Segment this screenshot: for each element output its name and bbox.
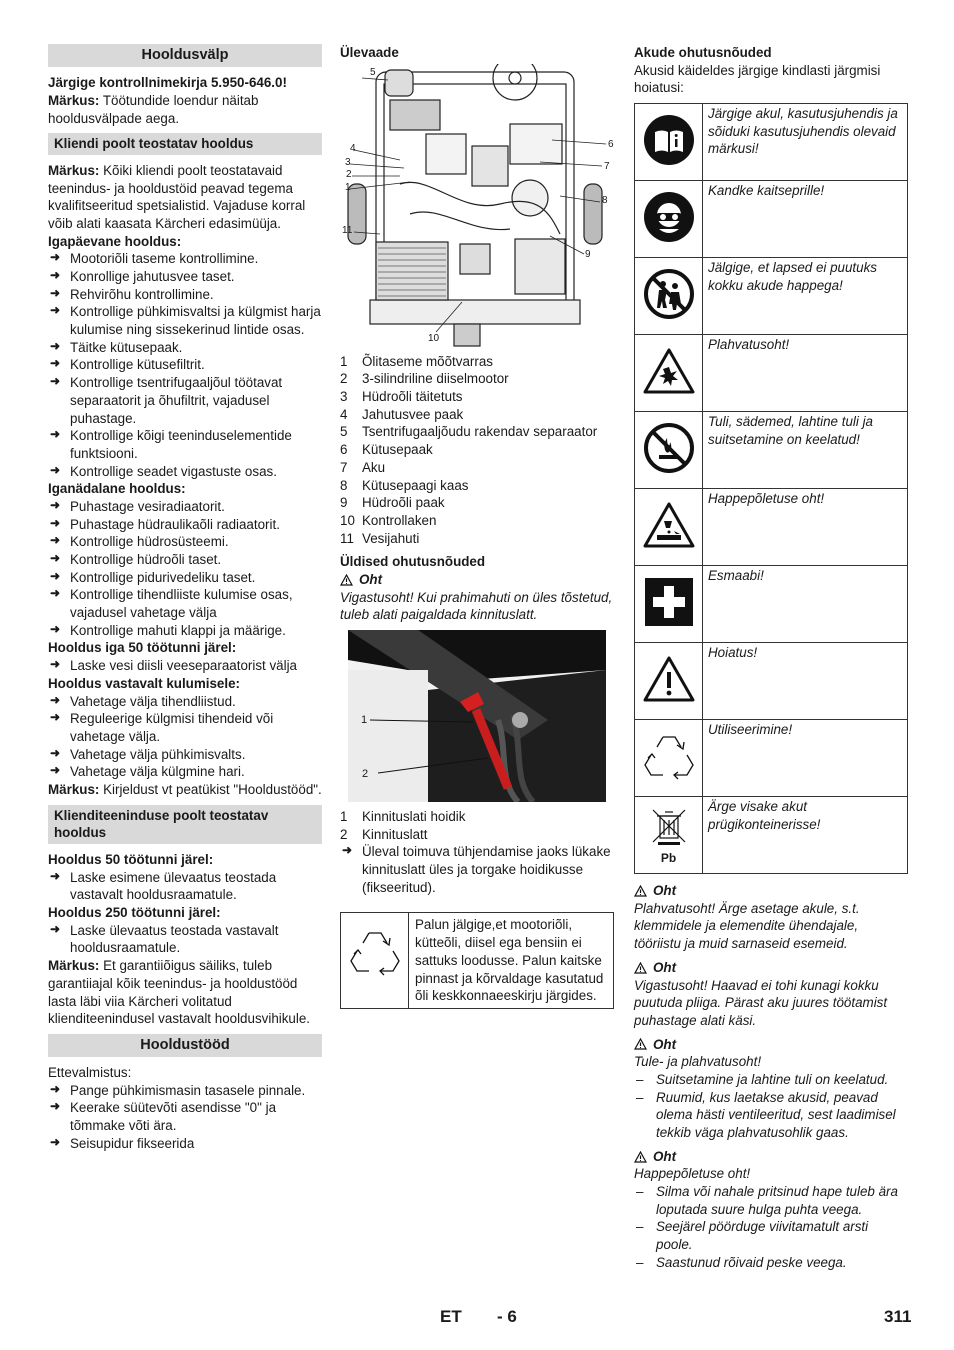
safety-row [635,412,908,489]
part-name: Jahutusvee paak [362,406,464,422]
wear-title: Hooldus vastavalt kulumisele: [48,675,240,691]
safety-text: Hoiatus! [703,643,908,720]
daily-item: ➜ Rehvirõhu kontrollimine. [48,286,322,304]
footer-lang: ET [440,1307,462,1326]
callout-7: 7 [604,160,610,172]
prep-item: ➜ Keerake süütevõti asendisse "0" ja tõmmake võti ära. [48,1099,322,1134]
part-number: 4 [340,406,348,422]
safety-text: Kandke kaitseprille! [703,181,908,258]
daily-title: Igapäevane hooldus: [48,233,182,249]
safety-text: Tuli, sädemed, lahtine tuli ja suitsetamine on keelatud! [703,412,908,489]
daily-item: ➜ Kontrollige kõigi teeninduselementide funktsiooni. [48,427,322,462]
callout-11: 11 [342,224,353,236]
battery-safety-table [634,103,908,874]
part-number: 10 [340,512,355,528]
environment-text: Palun jälgige,et mootoriõli, kütteõli, diisel ega bensiin ei sattuks loodusse. Palun kaitske pinnast ja kõrvaldage kasutatud õli keskkonnaeeskirju järgides. [415,917,604,1004]
weekly-item: ➜ Puhastage vesiradiaatorit. [48,498,322,516]
wear-list [48,693,322,781]
safety-text: Järgige akul, kasutusjuhendis ja sõiduki kasutusjuhendis olevaid märkusi! [703,104,908,181]
s50-title: Hooldus 50 töötunni järel: [48,852,214,867]
weekly-item: ➜ Kontrollige hüdrosüsteemi. [48,533,322,551]
part-item [340,441,614,459]
part-name: Hüdroõli paak [362,495,445,511]
weekly-item: ➜ Kontrollige pidurivedeliku taset. [48,569,322,587]
weekly-list [48,498,322,640]
no-children-icon [643,268,695,320]
photo-callout-2: 2 [362,768,369,780]
goggles-icon [643,191,695,243]
warning-fire: Tule- ja plahvatusoht! [634,1054,762,1070]
warning-icon [642,655,696,703]
callout-1: 1 [345,181,351,193]
column-maintenance [48,44,322,1152]
daily-item: ➜ Kontrollige pühkimisvaltsi ja külgmist harja kulumise ning sissekerinud lintide osas. [48,303,322,338]
first-aid-icon [644,577,694,627]
explosion-icon [642,347,696,395]
part-number: 11 [340,530,354,546]
warning-lead: Vigastusoht! Haavad ei tohi kunagi kokku puutuda pliiga. Pärast aku juures töötamist puhastage alati käsi. [634,977,888,1028]
support-rod-photo [348,630,606,802]
prep-list [48,1082,322,1153]
weekly-title: Iganädalane hooldus: [48,481,186,497]
photo-callout-1: 1 [361,714,368,726]
part-name: Kütusepaagi kaas [362,477,469,493]
safety-row [635,489,908,566]
part-name: Aku [362,459,386,475]
safety-text: Jälgige, et lapsed ei puutuks kokku akude happega! [703,258,908,335]
part-name: Tsentrifugaaljõudu rakendav separaator [362,424,598,440]
safety-row [635,797,908,874]
part-item [340,388,614,406]
heading-hooldusvalp: Hooldusvälp [48,44,322,67]
safety-row [635,643,908,720]
part-number: 2 [340,371,348,387]
part-item [340,406,614,424]
part-name: 3-silindriline diiselmootor [362,371,509,387]
fire-item: – Ruumid, kus laetakse akusid, peavad olema hästi ventileeritud, sest laadimisel tekkib väga plahvatusohlik gaas. [634,1089,908,1142]
general-safety-title: Üldised ohutusnõuded [340,554,486,570]
part-item [340,530,614,548]
column-battery [634,44,908,1272]
safety-text: Happepõletuse oht! [703,489,908,566]
note-warranty: Märkus: Et garantiiõigus säiliks, tuleb garantiiajal kõik teenindus- ja hooldustööd lasta läbi viia Kärcheri volitatud klienditeenindusel vastavalt hooldusvihikule. [48,958,311,1027]
part-number: 6 [340,442,348,458]
callout-10: 10 [428,332,440,344]
daily-item: ➜ Kontrollige seadet vigastuste osas. [48,463,322,481]
safety-text: Utiliseerimine! [703,720,908,797]
recycle-icon [643,731,695,781]
acid-list [634,1183,908,1271]
no-bin-icon [647,806,691,848]
callout-5: 5 [370,66,376,78]
parts2-list [340,808,614,843]
danger-label: Oht [634,959,908,977]
part-number: 8 [340,477,348,493]
callout-6: 6 [608,138,614,150]
step-fix-rod: ➜ Üleval toimuva tühjendamise jaoks lükake kinnituslatt üles ja torgake hoidikusse (fikseeritud). [340,843,614,896]
safety-row [635,258,908,335]
part-item [340,423,614,441]
safety-row [635,335,908,412]
note-description: Märkus: Kirjeldust vt peatükist "Hooldustööd". [48,781,322,797]
part-name: Kinnituslati hoidik [362,809,466,824]
part-number: 2 [340,826,348,842]
acid-item: – Silma või nahale pritsinud hape tuleb ära loputada suure hulga puhta veega. [634,1183,908,1218]
safety-row [635,566,908,643]
warning-explosion: Plahvatusoht! Ärge asetage akule, s.t. klemmidele ja elemendite ühendajale, tööriistu ja muid sarnaseid esemeid. [634,900,860,952]
warning-triangle-icon [340,574,353,586]
acid-item: – Saastunud rõivaid peske veega. [634,1254,908,1272]
s250-item: ➜ Laske ülevaatus teostada vastavalt hooldusraamatule. [48,922,322,957]
safety-text: Plahvatusoht! [703,335,908,412]
daily-item: ➜ Täitke kütusepaak. [48,339,322,357]
wear-item: ➜ Vahetage välja tihendliistud. [48,693,322,711]
battery-intro: Akusid käideldes järgige kindlasti järgmisi hoiatusi: [634,62,881,96]
part-item [340,459,614,477]
footer-local-page: - 6 [497,1307,517,1326]
battery-title: Akude ohutusnõuded [634,45,772,60]
acid-item: – Seejärel pöörduge viivitamatult arsti poole. [634,1218,908,1253]
daily-item: ➜ Kontrollige tsentrifugaaljõul töötavat separaatorit ja õhufiltrit, vajadusel puhastage. [48,374,322,427]
part-number: 9 [340,495,348,511]
prep-item: ➜ Seisupidur fikseerida [48,1135,322,1153]
support-rod-illustration [348,630,606,802]
prep-title: Ettevalmistus: [48,1065,132,1080]
part-number: 3 [340,389,348,405]
callout-9: 9 [585,248,591,260]
warning-triangle-icon [634,1151,647,1163]
h50-item: ➜ Laske vesi diisli veeseparaatorist välja [48,657,322,675]
safety-row [635,104,908,181]
overview-title: Ülevaade [340,45,399,60]
part-name: Vesijahuti [362,530,420,546]
part-item [340,477,614,495]
warning-acid: Happepõletuse oht! [634,1166,751,1182]
daily-item: ➜ Kontrollige kütusefiltrit. [48,356,322,374]
safety-text: Esmaabi! [703,566,908,643]
callout-8: 8 [602,194,608,206]
part-name: Õlitaseme mõõtvarras [362,353,493,369]
wear-item: ➜ Reguleerige külgmisi tihendeid või vahetage välja. [48,710,322,745]
part-name: Kontrollaken [362,512,437,528]
s50-item: ➜ Laske esimene ülevaatus teostada vastavalt hooldusraamatule. [48,869,322,904]
part-name: Hüdroõli täitetuts [362,389,463,405]
footer-page-number: 311 [884,1307,912,1326]
part-number: 1 [340,809,348,824]
part-number: 1 [340,353,348,369]
daily-list [48,250,322,480]
manual-icon [643,114,695,166]
warning-triangle-icon [634,885,647,897]
injury-warning: Vigastusoht! Kui prahimahuti on üles tõstetud, tuleb alati paigaldada kinnituslatt. [340,589,613,623]
part-item [340,353,614,371]
weekly-item: ➜ Kontrollige mahuti klappi ja määrige. [48,622,322,640]
fire-item: – Suitsetamine ja lahtine tuli on keelatud. [634,1071,908,1089]
weekly-item: ➜ Puhastage hüdraulikaõli radiaatorit. [48,516,322,534]
warning-triangle-icon [634,962,647,974]
prep-item: ➜ Pange pühkimismasin tasasele pinnale. [48,1082,322,1100]
pb-label: Pb [660,851,677,866]
daily-item: ➜ Mootoriõli taseme kontrollimine. [48,250,322,268]
parts-list [340,353,614,548]
checklist-note: Järgige kontrollnimekirja 5.950-646.0! [48,75,287,91]
part-item [340,826,614,844]
no-fire-icon [643,422,695,474]
wear-item: ➜ Vahetage välja külgmine hari. [48,763,322,781]
part-number: 5 [340,424,348,440]
danger-label: Oht [340,571,614,589]
acid-icon [642,501,696,549]
callout-2: 2 [346,168,352,180]
h50-list [48,657,322,675]
recycle-icon [349,927,401,977]
safety-row [635,720,908,797]
environment-note [340,912,614,1008]
weekly-item: ➜ Kontrollige tihendliiste kulumise osas, vajadusel vahetage välja [48,586,322,621]
heading-klienditeeninduse: Klienditeeninduse poolt teostatav hooldus [48,805,322,844]
wear-item: ➜ Vahetage välja pühkimisvalts. [48,746,322,764]
safety-text: Ärge visake akut prügikonteinerisse! [703,797,908,874]
safety-row [635,181,908,258]
callout-3: 3 [345,156,351,168]
danger-label: Oht [634,1148,908,1166]
h50-title: Hooldus iga 50 töötunni järel: [48,640,237,656]
s50-list [48,869,322,904]
part-item [340,370,614,388]
machine-overview-drawing [340,64,614,349]
part-item [340,512,614,530]
fire-list [634,1071,908,1142]
heading-hooldustood: Hooldustööd [48,1034,322,1057]
heading-kliendi: Kliendi poolt teostatav hooldus [48,133,322,155]
part-name: Kütusepaak [362,442,433,458]
part-name: Kinnituslatt [362,826,428,842]
note-hours: Märkus: Töötundide loendur näitab hooldusvälpade aega. [48,92,259,126]
weekly-item: ➜ Kontrollige hüdroõli taset. [48,551,322,569]
daily-item: ➜ Konrollige jahutusvee taset. [48,268,322,286]
callout-4: 4 [350,142,356,154]
machine-overview-figure [340,64,614,349]
part-item [340,494,614,512]
column-overview [340,44,614,1009]
s250-list [48,922,322,957]
s250-title: Hooldus 250 töötunni järel: [48,905,221,921]
note-qualified: Märkus: Kõiki kliendi poolt teostatavaid teenindus- ja hooldustöid peavad tegema kvalifitseeritud spetsialistid. Vajaduse korral võib alati kaasata Kärcheri edasimüüja. [48,162,306,231]
danger-label: Oht [634,882,908,900]
warning-triangle-icon [634,1038,647,1050]
part-number: 7 [340,459,348,475]
danger-label: Oht [634,1036,908,1054]
part-item [340,808,614,826]
